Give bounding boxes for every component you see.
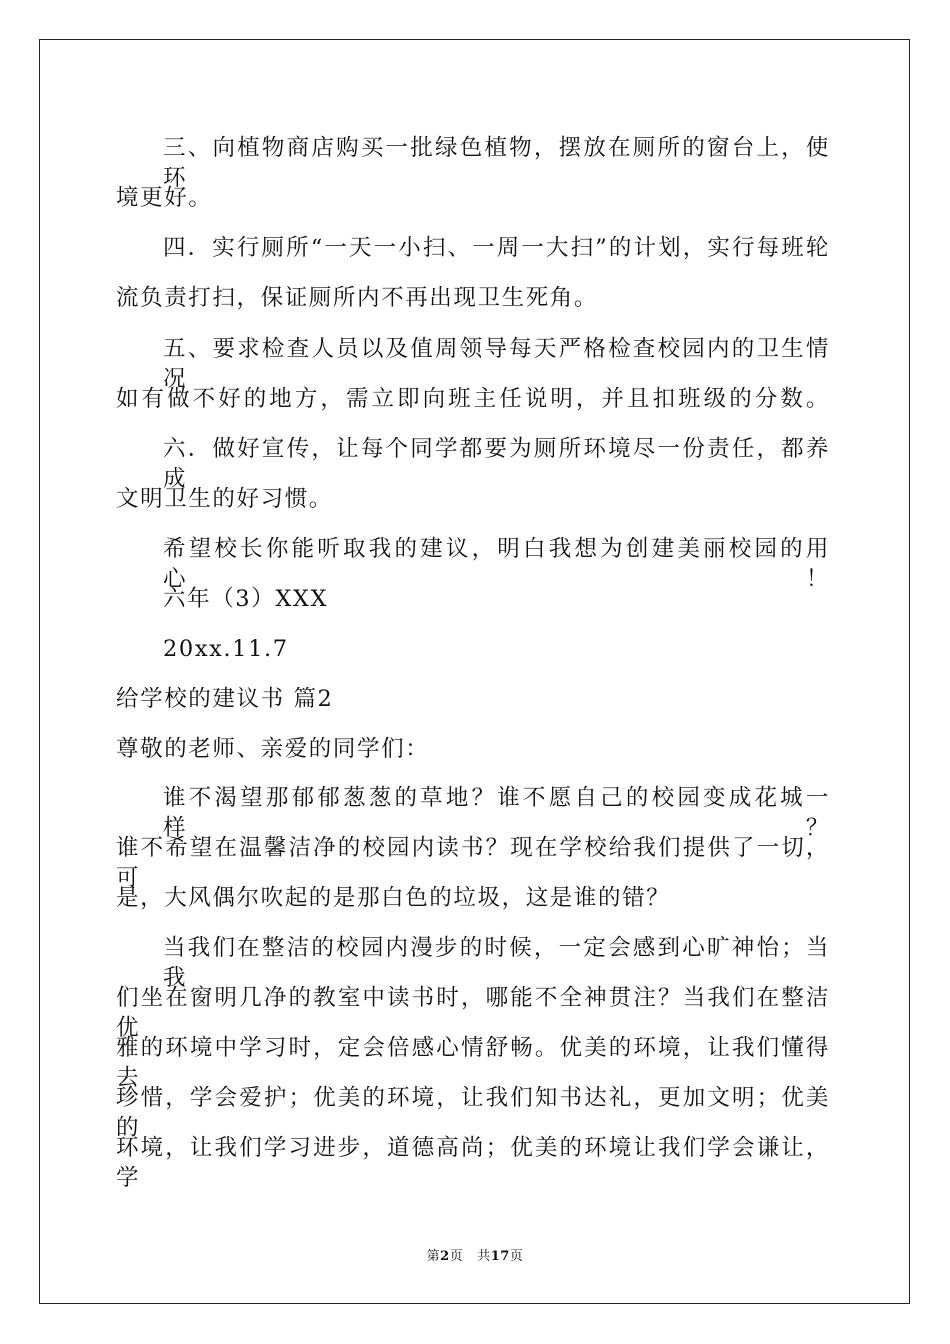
paragraph-line: 谁不希望在温馨洁净的校园内读书？现在学校给我们提供了一切，可 — [116, 835, 830, 891]
paragraph-line: 三、向植物商店购买一批绿色植物，摆放在厕所的窗台上，使环 — [163, 135, 830, 191]
paragraph-line: 六．做好宣传，让每个同学都要为厕所环境尽一份责任，都养成 — [163, 436, 830, 492]
paragraph-line: 希望校长你能听取我的建议，明白我想为创建美丽校园的用心！ — [163, 536, 830, 592]
signature-date: 20xx.11.7 — [163, 636, 289, 662]
paragraph-line: 如有做不好的地方，需立即向班主任说明，并且扣班级的分数。 — [116, 386, 830, 412]
signature-class: 六年（3）XXX — [163, 586, 329, 612]
paragraph-line: 文明卫生的好习惯。 — [116, 486, 333, 512]
paragraph-line: 环境，让我们学习进步，道德高尚；优美的环境让我们学会谦让，学 — [116, 1135, 830, 1191]
paragraph-line: 谁不渴望那郁郁葱葱的草地？谁不愿自己的校园变成花城一样？ — [163, 785, 830, 841]
section-title: 给学校的建议书 篇2 — [116, 686, 334, 712]
paragraph-line: 珍惜，学会爱护；优美的环境，让我们知书达礼，更加文明；优美的 — [116, 1085, 830, 1141]
paragraph-line: 流负责打扫，保证厕所内不再出现卫生死角。 — [116, 285, 599, 311]
footer-page-number: 2 — [440, 1249, 450, 1264]
paragraph-line: 雅的环境中学习时，定会倍感心情舒畅。优美的环境，让我们懂得去 — [116, 1035, 830, 1091]
paragraph-line: 当我们在整洁的校园内漫步的时候，一定会感到心旷神怡；当我 — [163, 935, 830, 991]
footer-page-unit: 页 — [449, 1249, 464, 1264]
paragraph-line: 们坐在窗明几净的教室中读书时，哪能不全神贯注？当我们在整洁优 — [116, 985, 830, 1041]
paragraph-line: 五、要求检查人员以及值周领导每天严格检查校园内的卫生情况 — [163, 336, 830, 392]
footer-prefix: 第 — [426, 1249, 441, 1264]
page-footer — [0, 1249, 950, 1265]
paragraph-line: 四．实行厕所“一天一小扫、一周一大扫”的计划，实行每班轮 — [163, 235, 830, 261]
footer-total-prefix: 共 — [477, 1249, 491, 1264]
paragraph-line: 是，大风偶尔吹起的是那白色的垃圾，这是谁的错？ — [116, 885, 671, 911]
footer-total-unit: 页 — [509, 1249, 524, 1264]
footer-total-pages: 17 — [490, 1249, 510, 1264]
salutation: 尊敬的老师、亲爱的同学们： — [116, 736, 430, 762]
paragraph-line: 境更好。 — [116, 185, 213, 211]
